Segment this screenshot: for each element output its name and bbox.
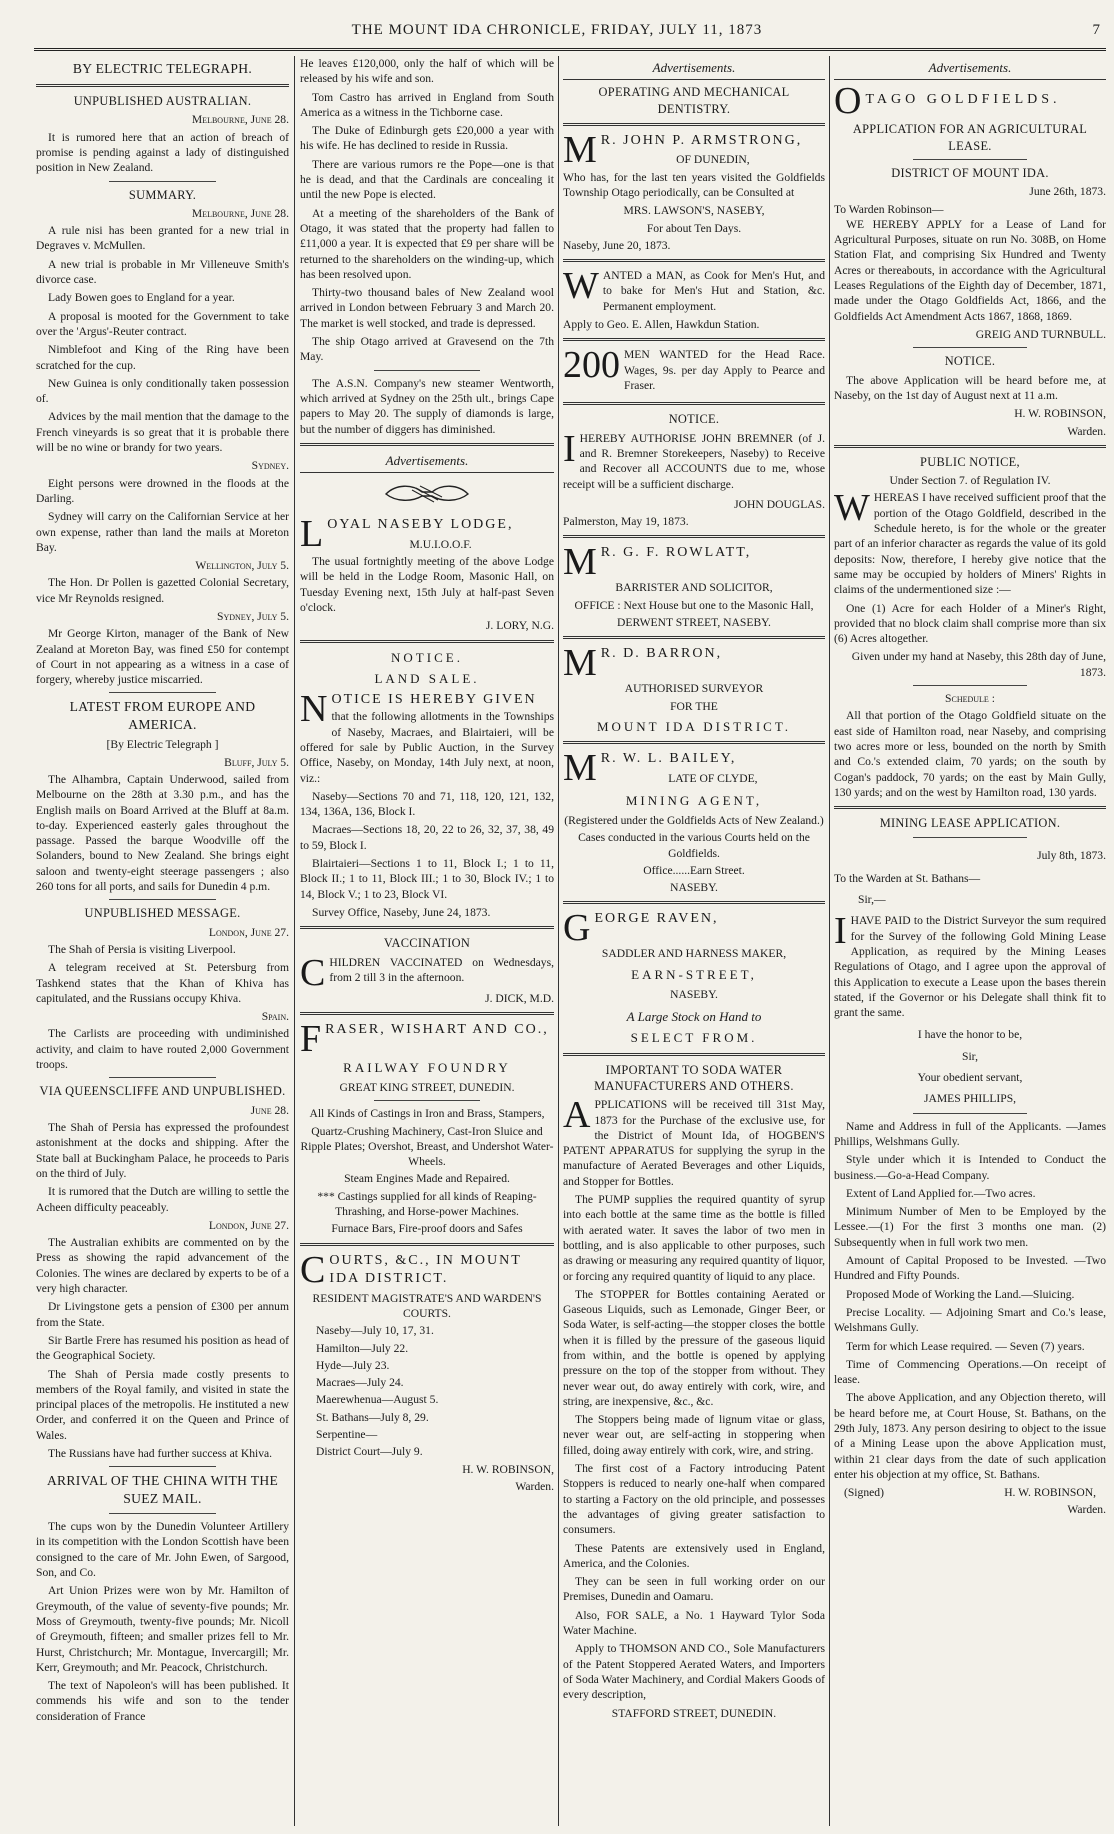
application-detail: Precise Locality. — Adjoining Smart and Co.'s lease, Welshmans Gully.: [834, 1305, 1106, 1335]
ad-text: These Patents are extensively used in England, America, and the Colonies.: [563, 1541, 825, 1570]
lot-list-item: Macraes—Sections 18, 20, 22 to 26, 32, 37, 38, 49 to 59, Block I.: [300, 823, 554, 852]
divider: [300, 926, 554, 929]
drop-cap: L: [300, 516, 324, 555]
ad-text: Sir,: [962, 1049, 978, 1063]
divider: [300, 1243, 554, 1246]
ad-subtitle: LATE OF CLYDE,: [668, 771, 758, 785]
column-1: [36, 56, 289, 1826]
section-heading: MINING LEASE APPLICATION.: [879, 816, 1061, 831]
signature-title: Warden.: [1067, 1503, 1106, 1517]
signature: J. LORY, N.G.: [485, 619, 554, 633]
ad-text: The usual fortnightly meeting of the above Lodge will be held in the Lodge Room, Masonic Hall, on Tuesday Evening next, 15th July at half-past Seven o'clock.: [300, 555, 554, 614]
signature: H. W. ROBINSON,: [1004, 1486, 1096, 1500]
ad-text: I have the honor to be,: [917, 1028, 1023, 1042]
application-detail: Minimum Number of Men to be Employed by the Lessee.—(1) For the first 3 months one man. (2) Subsequently when in full work two men.: [834, 1205, 1106, 1249]
ad-subtitle: MINING AGENT,: [625, 792, 763, 808]
divider: [563, 402, 825, 405]
ad-title: R. JOHN P. ARMSTRONG,: [600, 132, 803, 148]
ad-text: Steam Engines Made and Repaired.: [344, 1172, 510, 1186]
advertisements-heading: Advertisements.: [563, 59, 825, 80]
ad-text: HEREAS I have received sufficient proof that the portion of the Otago Goldfield, described in the Schedule hereto, is for the whole or the greater part of an inferior character as regards the value of its gold deposits: Now, therefore, I hereby give notice that the same may be occupied by holders of Miners' Rights in claims of the undermentioned size :—: [834, 491, 1106, 597]
news-paragraph: The Australian exhibits are commented on by the Press as showing the rapid advancement of the Colonies. The wines are declared by experts to be of a very high character.: [36, 1236, 289, 1296]
column-3: [563, 56, 825, 1826]
surveyor-advertisement: [563, 645, 825, 679]
ad-title: EORGE RAVEN,: [594, 911, 719, 927]
divider: [109, 1077, 215, 1078]
news-paragraph: A proposal is mooted for the Government to take over the 'Argus'-Reuter contract.: [36, 309, 289, 338]
ad-address: EARN-STREET,: [631, 966, 757, 982]
court-sitting: Hyde—July 23.: [316, 1358, 390, 1372]
drop-cap: M: [563, 750, 597, 788]
drop-cap: I: [563, 430, 576, 470]
news-paragraph: The Russians have had further success at Khiva.: [48, 1446, 273, 1460]
ad-text: *** Castings supplied for all kinds of Reaping-Thrashing, and Horse-power Machines.: [317, 1189, 537, 1219]
news-paragraph: A telegram received at St. Petersburg from Tashkend states that the Khan of Khiva has capitulated, and the Russians occupy Khiva.: [36, 961, 289, 1005]
section-heading: IMPORTANT TO SODA WATER MANUFACTURERS AND OTHERS.: [594, 1062, 794, 1093]
drop-cap: F: [300, 1020, 322, 1055]
signature: JAMES PHILLIPS,: [923, 1092, 1017, 1106]
dentist-advertisement: [563, 132, 825, 170]
ad-address: NASEBY.: [670, 987, 718, 1001]
section-heading: LATEST FROM EUROPE AND AMERICA.: [69, 699, 256, 733]
ad-text: Sir,—: [858, 893, 886, 907]
news-paragraph: A new trial is probable in Mr Villeneuve Smith's divorce case.: [36, 257, 289, 287]
drop-cap: 200: [563, 347, 620, 387]
court-sitting: District Court—July 9.: [316, 1445, 423, 1459]
ad-text: Apply to THOMSON AND CO., Sole Manufacturers of the Patent Stoppered Aerated Waters, and Importers of Soda Water Machinery, and Cordial Makers Goods of every description,: [563, 1642, 825, 1702]
column-divider: [558, 56, 559, 1826]
ad-text: One (1) Acre for each Holder of a Miner's Right, provided that no block claim shall comprise more than six (6) Acres altogether.: [834, 601, 1106, 646]
divider: [913, 159, 1027, 160]
ad-title: R. D. BARRON,: [600, 646, 723, 662]
drop-cap: G: [563, 910, 591, 945]
section-heading: DISTRICT OF MOUNT IDA.: [891, 165, 1049, 180]
divider: [300, 640, 554, 643]
ad-text: Given under my hand at Naseby, this 28th day of June, 1873.: [851, 650, 1106, 679]
lot-list-item: Blairtaieri—Sections 1 to 11, Block I.; 1 to 11, Block II.; 1 to 11, Block III.; 1 to 30, Block IV.; 1 to 14, Block V.; 1 to 23, Block VI.: [300, 856, 554, 901]
ad-text: The first cost of a Factory introducing Patent Stoppers is reduced to nearly one-half when compared to starting a Factory on the old principle, and possesses the advantages of giving greater satisfaction to consumers.: [563, 1462, 825, 1537]
ad-text: Furnace Bars, Fire-proof doors and Safes: [331, 1222, 523, 1236]
mining-agent-advertisement: [563, 750, 825, 788]
ad-title: OTICE IS HEREBY GIVEN: [331, 691, 537, 707]
divider: [374, 1100, 481, 1101]
divider: [109, 1513, 215, 1514]
news-paragraph: New Guinea is only conditionally taken possession of.: [36, 376, 289, 406]
dateline: Wellington, July 5.: [195, 559, 289, 573]
news-paragraph: Eight persons were drowned in the floods at the Darling.: [36, 476, 289, 505]
masthead: [0, 0, 1114, 52]
ad-text: For about Ten Days.: [646, 221, 742, 235]
ad-text: that the following allotments in the Townships of Naseby, Macraes, and Blairtaieri, will be offered for sale by Public Auction, in the Survey Office, Naseby, on Monday, 14th July next, at noon, viz.:: [300, 710, 554, 785]
news-paragraph: Lady Bowen goes to England for a year.: [48, 291, 235, 305]
ad-text: Survey Office, Naseby, June 24, 1873.: [312, 905, 491, 919]
court-sitting: Hamilton—July 22.: [316, 1341, 409, 1355]
ad-text: WE HEREBY APPLY for a Lease of Land for Agricultural Purposes, situate on run No. 308B, on Home Station Flat, and comprising Six Hundred and Twenty Acres or thereabouts, in accordance with the Agricultural Leases Regulations of the Eighth day of December, 1871, made under the Otago Goldfields Act, 1866, and the Goldfields Act Amendment Acts 1867, 1868, 1869.: [834, 217, 1106, 323]
news-paragraph: The Shah of Persia is visiting Liverpool.: [48, 943, 236, 956]
ad-address: MRS. LAWSON'S, NASEBY,: [623, 204, 765, 218]
column-divider: [829, 56, 830, 1826]
ad-text: ANTED a MAN, as Cook for Men's Hut, and to bake for Men's Hut and Station, &c. Permanent employment.: [602, 269, 825, 313]
ad-title: R. G. F. ROWLATT,: [600, 545, 752, 561]
news-paragraph: At a meeting of the shareholders of the Bank of Otago, it was stated that the property had fallen to £11,000 a year. It is expected that £9 per share will be returned to the shareholders on the winding-up, which has been resolved upon.: [300, 206, 554, 281]
divider: [563, 535, 825, 538]
ad-text: Quartz-Crushing Machinery, Cast-Iron Sluice and Ripple Plates; Overshot, Breast, and Undershot Water-Wheels.: [300, 1124, 554, 1169]
signature-title: Warden.: [1067, 424, 1106, 438]
divider: [563, 338, 825, 341]
signature-title: Warden.: [515, 1479, 554, 1493]
divider: [913, 837, 1027, 838]
news-paragraph: Nimblefoot and King of the Ring have been scratched for the cup.: [36, 343, 289, 372]
authorisation-notice: [563, 431, 825, 495]
drop-cap: C: [300, 954, 326, 989]
application-detail: The above Application, and any Objection thereto, will be heard before me, at Court House, St. Bathans, on the 29th July, 1873. Any person desiring to object to the issue of a Mining Lease upon the above Application must, within 21 clear days from the date of such application enter his objection at my office, St. Bathans.: [834, 1391, 1106, 1481]
divider: [109, 692, 215, 693]
ad-text: HEREBY AUTHORISE JOHN BREMNER (of J. and R. Bremner Storekeepers, Naseby) to Receive and Recover all ACCOUNTS due to me, whose receipt will be a sufficient discharge.: [563, 431, 825, 491]
drop-cap: M: [563, 645, 597, 680]
section-heading: UNPUBLISHED MESSAGE.: [84, 906, 241, 921]
news-paragraph: The Shah of Persia has expressed the profoundest astonishment at the docks and shipping. After the State ball at Buckingham Palace, he proceeds to Paris on the third of July.: [36, 1121, 289, 1180]
ad-text: All that portion of the Otago Goldfield situate on the east side of Hamilton road, near Naseby, and comprising two acres more or less, bounded on the north by Smith and Co.'s extended claim, 70 yards; on the south by Cogan's paddock, 70 yards; on the east by Main Gully, 130 yards; and on the west by Hamilton road, 130 yards.: [834, 709, 1106, 799]
section-heading: VIA QUEENSCLIFFE AND UNPUBLISHED.: [39, 1084, 286, 1099]
lodge-advertisement: [300, 516, 554, 554]
ad-text: To Warden Robinson—: [834, 202, 944, 216]
court-sitting: Macraes—July 24.: [316, 1376, 404, 1390]
ad-subtitle: RESIDENT MAGISTRATE'S AND WARDEN'S COURTS.: [312, 1291, 542, 1320]
application-detail: Extent of Land Applied for.—Two acres.: [846, 1186, 1036, 1200]
ad-text: HAVE PAID to the District Surveyor the sum required for the Survey of the following Gold Mining Lease Application, as required by the Mining Leases Regulations of Otago, and I agree upon the approval of this Application to execute a Lease upon the bases therein stated, if the Governor or his Delegate shall think fit to grant the same.: [834, 914, 1106, 1020]
section-heading: NOTICE.: [391, 649, 463, 665]
signature: JOHN DOUGLAS.: [734, 497, 825, 511]
lot-list-item: Naseby—Sections 70 and 71, 118, 120, 121, 132, 134, 136A, 136, Block I.: [300, 789, 554, 819]
signed-label: (Signed): [844, 1486, 884, 1500]
section-heading: PUBLIC NOTICE,: [920, 454, 1020, 469]
column-4: [834, 56, 1106, 1826]
divider: [300, 1012, 554, 1015]
application-detail: Name and Address in full of the Applicants. —James Phillips, Welshmans Gully.: [834, 1119, 1106, 1148]
news-paragraph: Sydney will carry on the Californian Service at her own expense, rather than land the mails at Moreton Bay.: [36, 510, 289, 554]
clasped-hands-emblem: [300, 476, 554, 514]
drop-cap: A: [563, 1097, 591, 1137]
ad-subtitle: AUTHORISED SURVEYOR: [624, 682, 764, 696]
ad-text: All Kinds of Castings in Iron and Brass, Stampers,: [309, 1107, 545, 1121]
ad-date: Naseby, June 20, 1873.: [563, 238, 671, 252]
divider: [563, 636, 825, 639]
ad-date: June 26th, 1873.: [1029, 185, 1106, 199]
divider: [36, 84, 289, 87]
land-sale-notice: [300, 691, 554, 789]
divider: [109, 899, 215, 900]
ad-subtitle: SADDLER AND HARNESS MAKER,: [601, 947, 787, 961]
drop-cap: O: [834, 83, 862, 118]
dateline: Melbourne, June 28.: [191, 206, 289, 220]
ad-text: Apply to Geo. E. Allen, Hawkdun Station.: [563, 318, 760, 332]
application-detail: Term for which Lease required. — Seven (7) years.: [846, 1339, 1085, 1353]
solicitor-advertisement: [563, 544, 825, 578]
dateline: Melbourne, June 28.: [191, 113, 289, 127]
section-heading: APPLICATION FOR AN AGRICULTURAL LEASE.: [852, 122, 1088, 153]
section-heading: SUMMARY.: [128, 187, 197, 202]
section-heading: LAND SALE.: [374, 670, 480, 686]
news-paragraph: The A.S.N. Company's new steamer Wentworth, which arrived at Sydney on the 25th ult., brings Cape papers to May 20. The supply of diamonds is large, but the number of diggers has diminished.: [300, 376, 554, 436]
divider: [374, 370, 481, 371]
dateline: Spain.: [261, 1010, 289, 1024]
news-paragraph: Tom Castro has arrived in England from South America as a witness in the Tichborne case.: [300, 90, 554, 119]
ad-date: July 8th, 1873.: [1037, 848, 1106, 862]
ad-title: OURTS, &C., IN MOUNT IDA DISTRICT.: [329, 1252, 522, 1287]
ad-title: OYAL NASEBY LODGE,: [327, 517, 514, 533]
signature-row: [834, 1485, 1106, 1500]
dateline: London, June 27.: [208, 925, 289, 939]
soda-water-advertisement: [563, 1097, 825, 1192]
court-sitting: Naseby—July 10, 17, 31.: [316, 1324, 434, 1338]
court-sitting: Serpentine—: [316, 1427, 378, 1441]
dateline: Bluff, July 5.: [224, 755, 289, 769]
news-paragraph: There are various rumors re the Pope—one is that he is dead, and that the Cardinals are concealing it until the new Pope is elected.: [300, 157, 554, 202]
divider: [913, 1113, 1027, 1114]
ad-address: GREAT KING STREET, DUNEDIN.: [339, 1081, 515, 1094]
ad-title: R. W. L. BAILEY,: [600, 751, 737, 767]
drop-cap: C: [300, 1251, 326, 1289]
news-paragraph: It is rumored here that an action of breach of promise is pending against a lady of distinguished position in New Zealand.: [36, 130, 289, 175]
foundry-advertisement: [300, 1021, 554, 1055]
news-paragraph: The cups won by the Dunedin Volunteer Artillery in its competition with the London Scottish have been consigned to the care of Mr. John Ewen, of Sargood, Son, and Co.: [36, 1520, 289, 1580]
signature: H. W. ROBINSON,: [1014, 407, 1106, 421]
men-wanted-advertisement: [563, 347, 825, 396]
ad-text: A Large Stock on Hand to: [626, 1009, 762, 1025]
ad-text: The above Application will be heard before me, at Naseby, on the 1st day of August next at 11 a.m.: [834, 373, 1106, 402]
saddler-advertisement: [563, 910, 825, 944]
masthead-title: THE MOUNT IDA CHRONICLE, FRIDAY, JULY 11, 1873: [351, 22, 763, 38]
ad-address: DERWENT STREET, NASEBY.: [617, 615, 771, 629]
ad-text: SELECT FROM.: [630, 1030, 758, 1046]
ad-title: RASER, WISHART AND CO.,: [325, 1021, 549, 1037]
news-paragraph: The Duke of Edinburgh gets £20,000 a year with his wife. He has declined to reside in Russia.: [300, 124, 554, 153]
ad-text: Office......Earn Street.: [643, 863, 745, 877]
news-paragraph: The Alhambra, Captain Underwood, sailed from Melbourne on the 28th at 3.30 p.m., and has the English mails on Board Arrived at the Bluff at 8a.m. to-day. Experienced easterly gales throughout the passage. Passed the barque Woodville off the Solanders, bound to New Zealand. She brings eight saloon and twenty-eight steerage passengers ; also 260 tons for all ports, and sails for Dunedin 4 p.m.: [36, 772, 289, 894]
divider: [300, 443, 554, 446]
section-heading: BY ELECTRIC TELEGRAPH.: [72, 61, 253, 76]
divider: [913, 347, 1027, 348]
section-heading: Schedule :: [945, 692, 995, 706]
drop-cap: M: [563, 131, 597, 170]
mining-lease-application: [834, 913, 1106, 1023]
news-paragraph: He leaves £120,000, only the half of which will be released by his wife and son.: [300, 57, 554, 86]
page-number: 7: [1092, 22, 1100, 38]
ad-subtitle: RAILWAY FOUNDRY: [343, 1059, 511, 1075]
divider: [913, 685, 1027, 686]
signature: H. W. ROBINSON,: [462, 1462, 554, 1476]
vaccination-notice: [300, 955, 554, 989]
ad-text: The PUMP supplies the required quantity of syrup into each bottle at the same time as the bottle is filled with aerated water. It saves the labor of two men in bottling, and is also applicable to other purposes, such as drawing or measuring any required quantity of liquor, or forcing any required quantity of liquid to any place.: [563, 1193, 825, 1283]
dateline: Sydney.: [251, 459, 289, 473]
ad-subtitle: M.U.I.O.O.F.: [409, 537, 472, 551]
news-paragraph: The Hon. Dr Pollen is gazetted Colonial Secretary, vice Mr Reynolds resigned.: [36, 576, 289, 605]
advertisements-heading: Advertisements.: [834, 59, 1106, 80]
dateline: London, June 27.: [208, 1218, 289, 1232]
ad-subtitle: MOUNT IDA DISTRICT.: [596, 718, 792, 734]
ad-text: FOR THE: [670, 699, 718, 713]
dateline: June 28.: [250, 1103, 289, 1117]
divider: [109, 1466, 215, 1467]
subheading: [By Electric Telegraph ]: [106, 738, 219, 752]
divider: [834, 806, 1106, 809]
ad-subtitle: BARRISTER AND SOLICITOR,: [615, 581, 773, 595]
signature: GREIG AND TURNBULL.: [975, 327, 1106, 341]
divider: [563, 901, 825, 904]
news-paragraph: It is rumored that the Dutch are willing to settle the Acheen difficulty peaceably.: [36, 1185, 289, 1214]
news-paragraph: A rule nisi has been granted for a new trial in Degraves v. McMullen.: [36, 224, 289, 253]
news-paragraph: Art Union Prizes were won by Mr. Hamilton of Greymouth, of the value of seventy-five pounds; Mr. Moss of Greymouth, twenty-five pounds; Mr. Nicoll of Greymouth, fifteen; and smaller prizes fell to Mr. Hurst, Christchurch; Mr. Montague, Invercargill; Mr. Kerr, Greymouth; and Mr. Peacock, Christchurch.: [36, 1584, 289, 1674]
application-detail: Proposed Mode of Working the Land.—Sluicing.: [846, 1287, 1075, 1301]
wanted-advertisement: [563, 268, 825, 317]
ad-text: (Registered under the Goldfields Acts of New Zealand.): [564, 813, 824, 827]
drop-cap: W: [563, 268, 599, 308]
ad-text: Who has, for the last ten years visited the Goldfields Township Otago periodically, can be Consulted at: [563, 170, 825, 199]
divider: [563, 1053, 825, 1056]
news-paragraph: Advices by the mail mention that the damage to the French vineyards is so great that it is probable there will be no wine or brandy for two years.: [36, 410, 289, 455]
masthead-rule: [34, 48, 1106, 51]
ad-text: The STOPPER for Bottles containing Aerated or Gaseous Liquids, such as Lemonade, Ginger Beer, or Soda Water, is self-acting—the stopper closes the bottle when it is filled by the pressure of the gaseous liquid from within, and the bottle is opened by applying pressure on the top of the stopper from without. They never wear out, do away entirely with cork, wire, and string, are inexpensive, &c., &c.: [563, 1287, 825, 1408]
advertisements-heading: Advertisements.: [300, 452, 554, 473]
ad-date: Palmerston, May 19, 1873.: [563, 515, 689, 529]
application-detail: Style under which it is Intended to Conduct the business.—Go-a-Head Company.: [834, 1153, 1106, 1182]
section-heading: VACCINATION: [383, 936, 471, 951]
divider: [109, 181, 215, 182]
news-paragraph: Thirty-two thousand bales of New Zealand wool arrived in London between February 3 and March 20. The market is well stocked, and trade is depressed.: [300, 286, 554, 330]
ad-text: The Stoppers being made of lignum vitae or glass, never wear out, are self-acting in stoppering when filled, doing away entirely with cork, wire, and string.: [563, 1413, 825, 1457]
public-notice: [834, 490, 1106, 600]
drop-cap: N: [300, 690, 328, 730]
divider: [834, 445, 1106, 448]
ad-title: TAGO GOLDFIELDS.: [865, 92, 1061, 108]
ad-subtitle: OF DUNEDIN,: [676, 153, 750, 167]
ad-subtitle: Under Section 7. of Regulation IV.: [889, 474, 1051, 488]
ad-address: STAFFORD STREET, DUNEDIN.: [611, 1706, 777, 1720]
ad-text: Your obedient servant,: [917, 1071, 1023, 1085]
section-heading: UNPUBLISHED AUSTRALIAN.: [73, 93, 252, 108]
news-paragraph: The ship Otago arrived at Gravesend on the 7th May.: [300, 335, 554, 364]
drop-cap: M: [563, 544, 597, 579]
ad-text: MEN WANTED for the Head Race. Wages, 9s. per day Apply to Pearce and Fraser.: [624, 348, 825, 392]
ad-text: Cases conducted in the various Courts held on the Goldfields.: [578, 831, 810, 860]
court-sitting: St. Bathans—July 8, 29.: [316, 1410, 429, 1424]
clasped-hands-icon: [382, 476, 472, 510]
divider: [563, 741, 825, 744]
ad-text: Also, FOR SALE, a No. 1 Hayward Tylor Soda Water Machine.: [563, 1608, 825, 1638]
news-paragraph: Mr George Kirton, manager of the Bank of New Zealand at Moreton Bay, was fined £50 for contempt of Court in not appearing as a witness in a case of forgery, whereby justice miscarried.: [36, 627, 289, 687]
ad-text: They can be seen in full working order on our Premises, Dunedin and Oamaru.: [563, 1575, 825, 1604]
divider: [563, 123, 825, 126]
court-sitting: Maerewhenua—August 5.: [316, 1393, 439, 1407]
drop-cap: W: [834, 490, 870, 530]
section-heading: ARRIVAL OF THE CHINA WITH THE SUEZ MAIL.: [46, 1473, 279, 1507]
news-paragraph: Dr Livingstone gets a pension of £300 per annum from the State.: [36, 1300, 289, 1329]
news-paragraph: The Carlists are proceeding with undiminished activity, and claim to have routed 2,000 Government troops.: [36, 1027, 289, 1072]
ad-text: PPLICATIONS will be received till 31st May, 1873 for the Purchase of the exclusive use, for the District of Mount Ida, of HOGBEN'S PATENT APPARATUS for supplying the syrup in the manufacture of Aerated Beverages and other Liquids, and Stopper for Bottles.: [563, 1098, 825, 1188]
section-heading: NOTICE.: [944, 354, 996, 369]
column-2: [300, 56, 554, 1826]
news-paragraph: The Shah of Persia made costly presents to members of the Royal family, and visited in state the principal places of the metropolis. He instituted a new Order, and conferred it on the Queen and Prince of Wales.: [36, 1367, 289, 1442]
ad-text: OFFICE : Next House but one to the Masonic Hall,: [574, 598, 814, 612]
otago-goldfields-notice: [834, 83, 1106, 117]
section-heading: NOTICE.: [668, 412, 720, 427]
news-paragraph: Sir Bartle Frere has resumed his position as head of the Geographical Society.: [36, 1333, 289, 1363]
drop-cap: I: [834, 913, 847, 953]
ad-text: HILDREN VACCINATED on Wednesdays, from 2 till 3 in the afternoon.: [329, 955, 554, 984]
divider: [563, 259, 825, 262]
section-heading: OPERATING AND MECHANICAL DENTISTRY.: [598, 85, 790, 116]
dateline: Sydney, July 5.: [217, 610, 289, 623]
application-detail: Time of Commencing Operations.—On receipt of lease.: [834, 1357, 1106, 1387]
news-paragraph: The text of Napoleon's will has been published. It commends his wife and son to the tender consideration of France: [36, 1679, 289, 1723]
signature: J. DICK, M.D.: [485, 991, 554, 1005]
ad-text: To the Warden at St. Bathans—: [834, 871, 981, 885]
column-divider: [294, 56, 295, 1826]
ad-address: NASEBY.: [670, 881, 718, 895]
courts-notice: [300, 1252, 554, 1289]
application-detail: Amount of Capital Proposed to be Invested. —Two Hundred and Fifty Pounds.: [834, 1254, 1106, 1283]
